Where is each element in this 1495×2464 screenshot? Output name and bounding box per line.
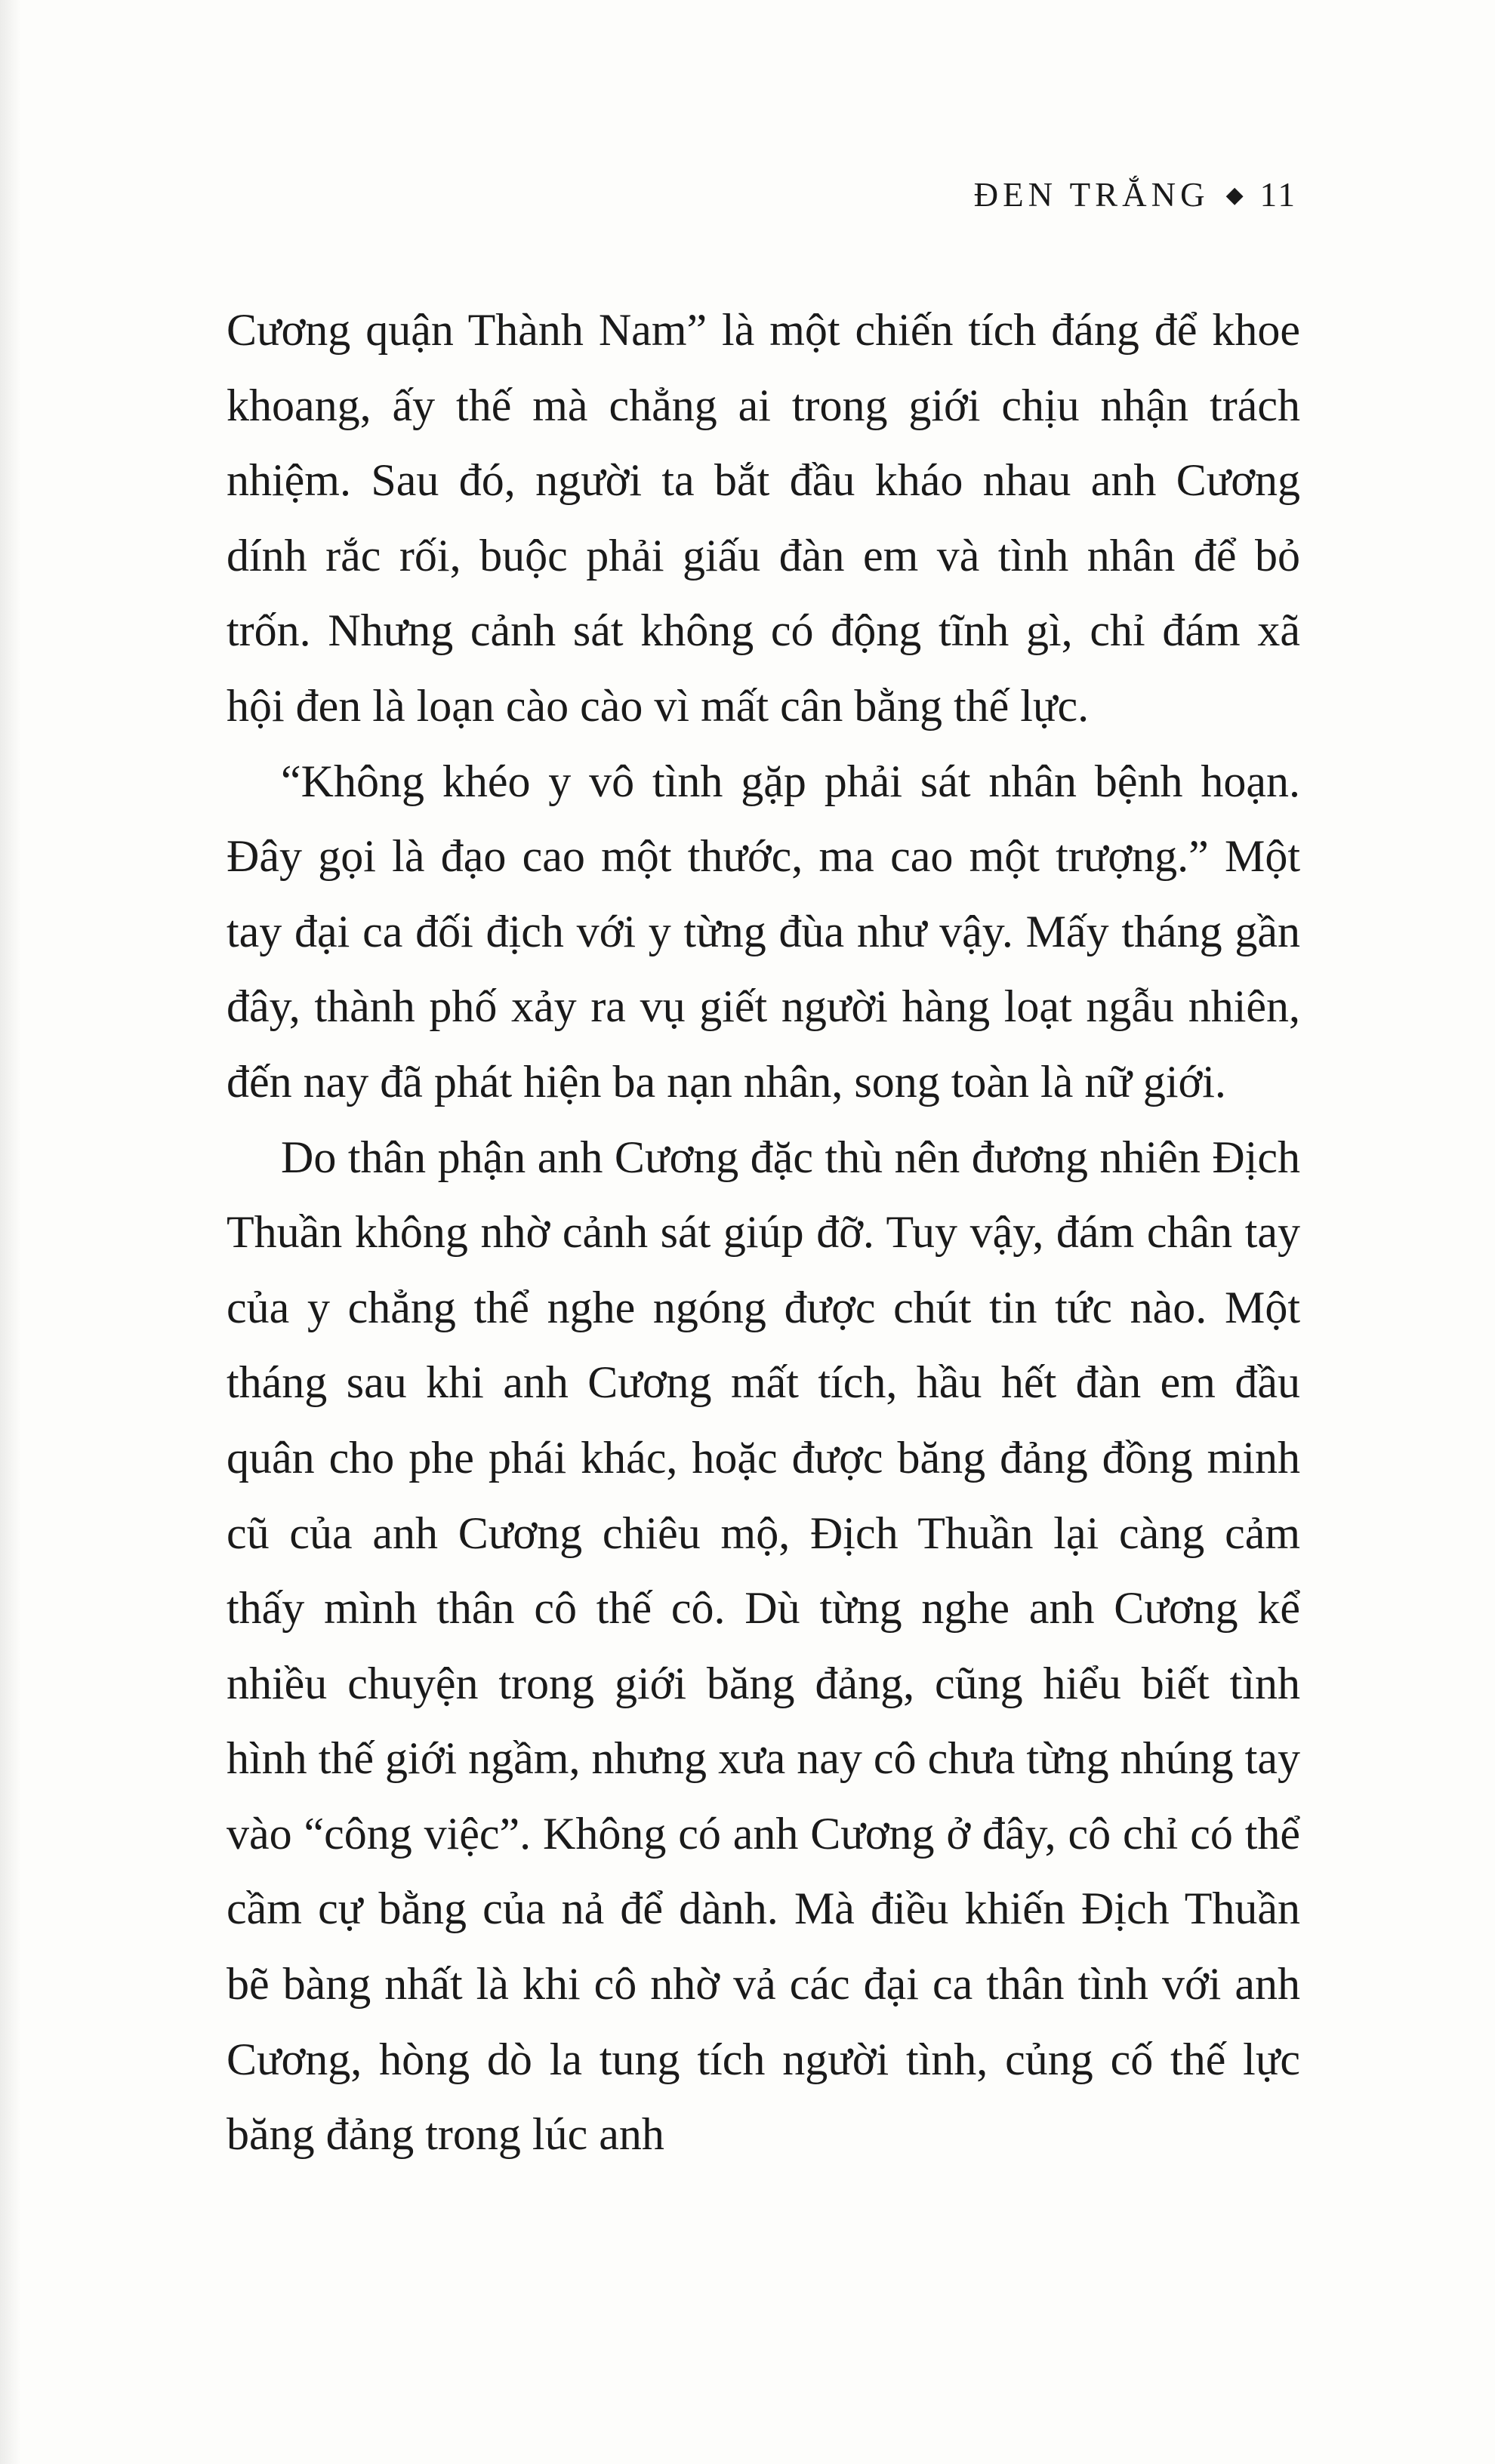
- diamond-separator-icon: ◆: [1225, 182, 1244, 208]
- body-text: [227, 293, 1300, 2173]
- paragraph-2: “Không khéo y vô tình gặp phải sát nhân bệnh hoạn. Đây gọi là đạo cao một thước, ma cao một trượng.” Một tay đại ca đối địch với y từng đùa như vậy. Mấy tháng gần đây, thành phố xảy ra vụ giết người hàng loạt ngẫu nhiên, đến nay đã phát hiện ba nạn nhân, song toàn là nữ giới.: [227, 756, 1300, 1107]
- running-header: [974, 175, 1297, 214]
- running-title: ĐEN TRẮNG: [973, 176, 1210, 214]
- page-number: 11: [1259, 176, 1297, 214]
- page-gutter-shadow: [0, 0, 21, 2464]
- paragraph-3: Do thân phận anh Cương đặc thù nên đương nhiên Địch Thuần không nhờ cảnh sát giúp đỡ. Tuy vậy, đám chân tay của y chẳng thể nghe ngóng được chút tin tức nào. Một tháng sau khi anh Cương mất tích, hầu hết đàn em đầu quân cho phe phái khác, hoặc được băng đảng đồng minh cũ của anh Cương chiêu mộ, Địch Thuần lại càng cảm thấy mình thân cô thế cô. Dù từng nghe anh Cương kể nhiều chuyện trong giới băng đảng, cũng hiểu biết tình hình thế giới ngầm, nhưng xưa nay cô chưa từng nhúng tay vào “công việc”. Không có anh Cương ở đây, cô chỉ có thể cầm cự bằng của nả để dành. Mà điều khiến Địch Thuần bẽ bàng nhất là khi cô nhờ vả các đại ca thân tình với anh Cương, hòng dò la tung tích người tình, củng cố thế lực băng đảng trong lúc anh: [227, 1132, 1300, 2160]
- paragraph-1: Cương quận Thành Nam” là một chiến tích đáng để khoe khoang, ấy thế mà chẳng ai trong giới chịu nhận trách nhiệm. Sau đó, người ta bắt đầu kháo nhau anh Cương dính rắc rối, buộc phải giấu đàn em và tình nhân để bỏ trốn. Nhưng cảnh sát không có động tĩnh gì, chỉ đám xã hội đen là loạn cào cào vì mất cân bằng thế lực.: [227, 305, 1300, 731]
